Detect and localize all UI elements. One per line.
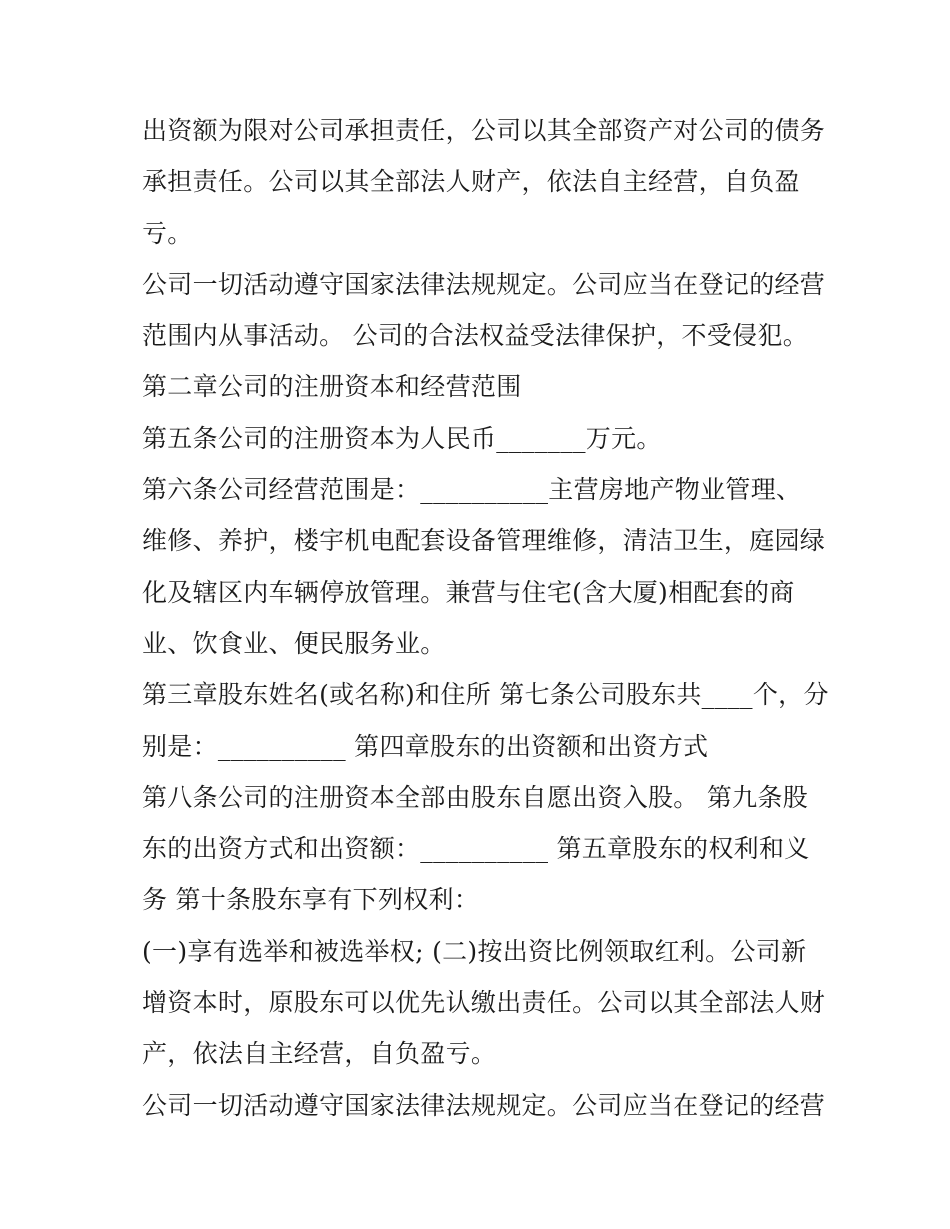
text-line: 维修、养护，楼宇机电配套设备管理维修，清洁卫生，庭园绿: [142, 526, 826, 556]
text-line: (一)享有选举和被选举权; (二)按出资比例领取红利。公司新: [142, 936, 807, 966]
text-line: 第六条公司经营范围是：__________主营房地产物业管理、: [142, 475, 802, 505]
text-line: 务 第十条股东享有下列权利：: [142, 885, 480, 915]
text-line: 别是：__________ 第四章股东的出资额和出资方式: [142, 731, 709, 761]
text-line: 东的出资方式和出资额：__________ 第五章股东的权利和义: [142, 834, 810, 864]
text-line: 公司一切活动遵守国家法律法规规定。公司应当在登记的经营: [142, 1090, 826, 1120]
text-line: 增资本时，原股东可以优先认缴出责任。公司以其全部法人财: [142, 988, 826, 1018]
text-line: 第八条公司的注册资本全部由股东自愿出资入股。 第九条股: [142, 782, 809, 812]
chapter-heading: 第二章公司的注册资本和经营范围: [142, 372, 522, 402]
text-line: 化及辖区内车辆停放管理。兼营与住宅(含大厦)相配套的商: [142, 577, 795, 607]
text-line: 亏。: [142, 218, 193, 248]
text-line: 第五条公司的注册资本为人民币_______万元。: [142, 423, 662, 453]
text-line: 公司一切活动遵守国家法律法规规定。公司应当在登记的经营: [142, 269, 826, 299]
document-body: [142, 105, 829, 1131]
text-line: 产，依法自主经营，自负盈亏。: [142, 1039, 497, 1069]
text-line: 承担责任。公司以其全部法人财产，依法自主经营，自负盈: [142, 167, 800, 197]
text-line: 第三章股东姓名(或名称)和住所 第七条公司股东共____个，分: [142, 680, 829, 710]
text-line: 业、饮食业、便民服务业。: [142, 628, 446, 658]
text-line: 出资额为限对公司承担责任，公司以其全部资产对公司的债务: [142, 116, 826, 145]
text-line: 范围内从事活动。 公司的合法权益受法律保护，不受侵犯。: [142, 321, 809, 351]
